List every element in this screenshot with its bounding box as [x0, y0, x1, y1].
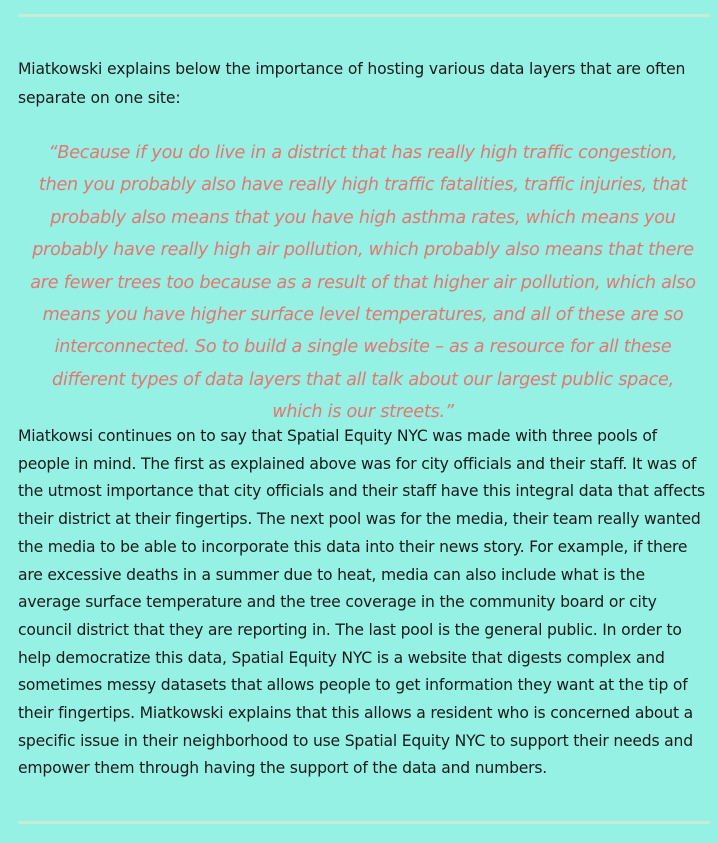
- top-divider: [18, 14, 710, 17]
- body-paragraph: Miatkowsi continues on to say that Spatial Equity NYC was made with three pools of people in mind. The first as explained above was for city officials and their staff. It was of the utmost importance that city officials and their staff have this integral data that affects their district at their fingertips. The next pool was for the media, their team really wanted the media to be able to incorporate this data into their news story. For example, if there are excessive deaths in a summer due to heat, media can also include what is the average surface temperature and the tree coverage in the community board or city council district that they are reporting in. The last pool is the general public. In order to help democratize this data, Spatial Equity NYC is a website that digests complex and sometimes messy datasets that allows people to get information they want at the tip of their fingertips. Miatkowski explains that this allows a resident who is concerned about a specific issue in their neighborhood to use Spatial Equity NYC to support their needs and empower them through having the support of the data and numbers.: [18, 427, 705, 778]
- pull-quote: “Because if you do live in a district that has really high traffic congestion, then you probably also have really high traffic fatalities, traffic injuries, that probably also means that you have high asthma rates, which means you probably have really high air pollution, which probably also means that there are fewer trees too because as a result of that higher air pollution, which also means you have higher surface level temperatures, and all of these are so interconnected. So to build a single website – as a resource for all these different types of data layers that all talk about our largest public space, which is our streets.”: [30, 143, 696, 423]
- intro-paragraph: Miatkowski explains below the importance of hosting various data layers that are often separate on one site:: [18, 60, 686, 107]
- bottom-divider: [18, 821, 710, 824]
